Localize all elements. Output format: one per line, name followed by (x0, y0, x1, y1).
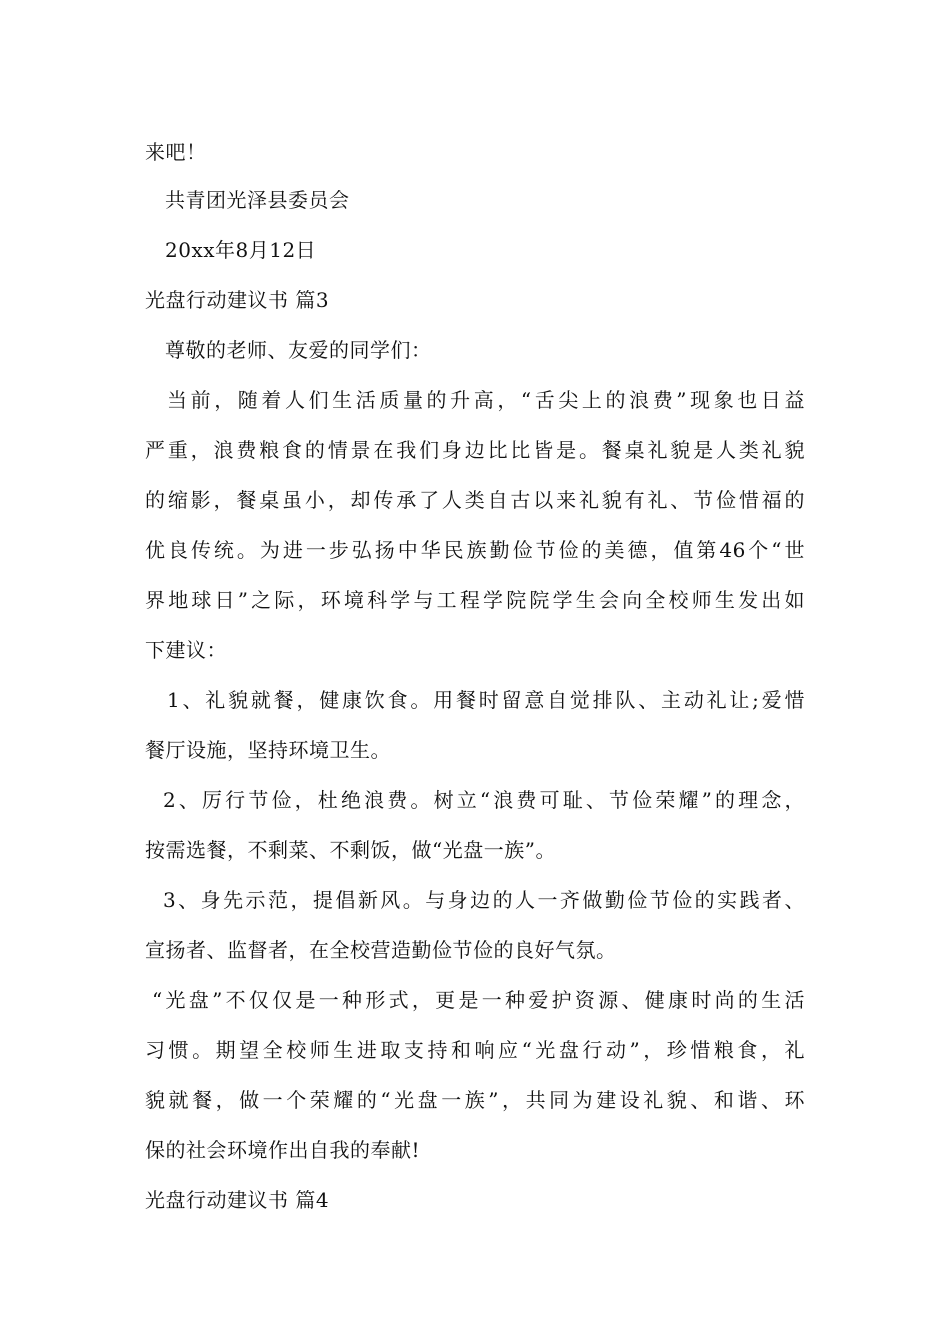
list-item: 2、厉行节俭，杜绝浪费。树立“浪费可耻、节俭荣耀”的理念， (163, 788, 805, 812)
list-item: 1、礼貌就餐，健康饮食。用餐时留意自觉排队、主动礼让;爱惜 (167, 688, 805, 712)
list-item: 3、身先示范，提倡新风。与身边的人一齐做勤俭节俭的实践者、 (163, 888, 805, 912)
section-heading: 光盘行动建议书 篇4 (145, 1188, 330, 1212)
paragraph-line: 的缩影，餐桌虽小，却传承了人类自古以来礼貌有礼、节俭惜福的 (145, 488, 805, 512)
list-item: 按需选餐，不剩菜、不剩饭，做“光盘一族”。 (145, 838, 556, 862)
paragraph-line: 优良传统。为进一步弘扬中华民族勤俭节俭的美德，值第46个“世 (145, 538, 805, 562)
paragraph-line: 当前，随着人们生活质量的升高，“舌尖上的浪费”现象也日益 (167, 388, 805, 412)
paragraph-line: 保的社会环境作出自我的奉献! (145, 1138, 421, 1162)
paragraph-line: 严重，浪费粮食的情景在我们身边比比皆是。餐桌礼貌是人类礼貌 (145, 438, 805, 462)
paragraph-line: 下建议： (145, 638, 227, 662)
paragraph-line: 界地球日”之际，环境科学与工程学院院学生会向全校师生发出如 (145, 588, 805, 612)
list-item: 餐厅设施，坚持环境卫生。 (145, 738, 391, 762)
text-line: 来吧！ (145, 140, 207, 164)
signature-date: 20xx年8月12日 (165, 238, 317, 262)
signature-org: 共青团光泽县委员会 (165, 188, 350, 212)
paragraph-line: 貌就餐，做一个荣耀的“光盘一族”，共同为建设礼貌、和谐、环 (145, 1088, 805, 1112)
list-item: 宣扬者、监督者，在全校营造勤俭节俭的良好气氛。 (145, 938, 617, 962)
paragraph-line: “光盘”不仅仅是一种形式，更是一种爱护资源、健康时尚的生活 (152, 988, 805, 1012)
paragraph-line: 习惯。期望全校师生进取支持和响应“光盘行动”，珍惜粮食，礼 (145, 1038, 805, 1062)
section-heading: 光盘行动建议书 篇3 (145, 288, 330, 312)
salutation: 尊敬的老师、友爱的同学们： (165, 338, 432, 362)
